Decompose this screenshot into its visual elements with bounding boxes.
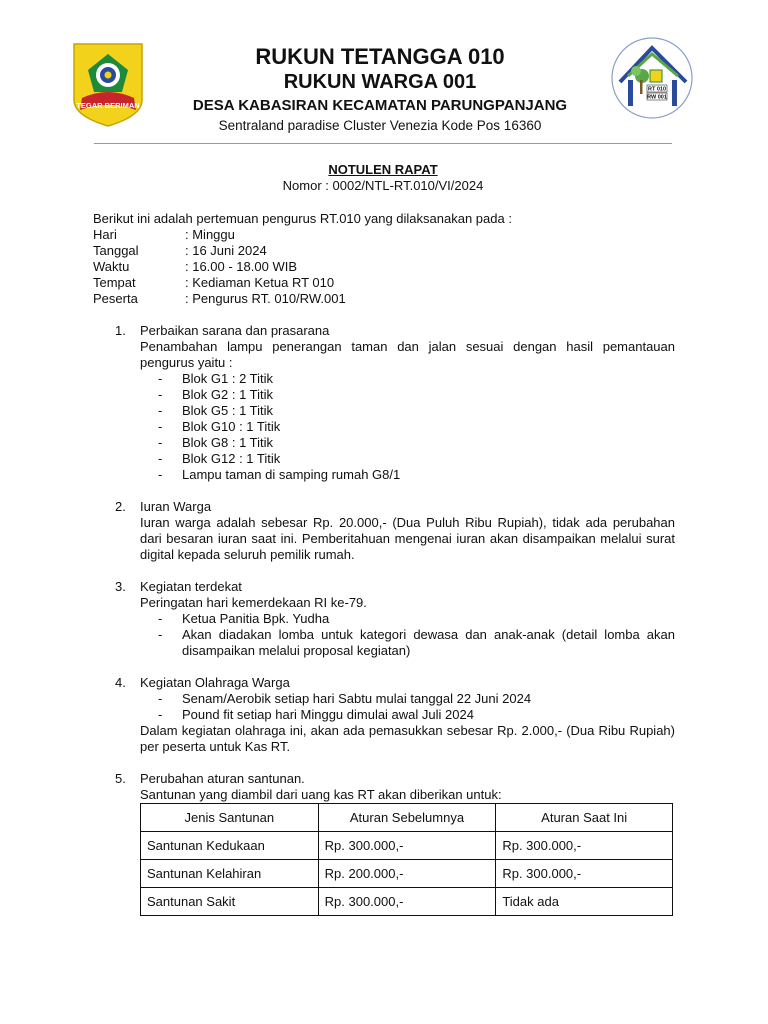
right-logo-rt: RT 010 bbox=[647, 86, 667, 93]
list-item: - Blok G5 : 1 Titik bbox=[158, 403, 274, 418]
letterhead-rw: RUKUN WARGA 001 bbox=[283, 71, 477, 93]
list-item: - Blok G8 : 1 Titik bbox=[158, 435, 274, 450]
table-header: Jenis Santunan bbox=[141, 804, 319, 832]
letterhead-rt: RUKUN TETANGGA 010 bbox=[255, 44, 505, 69]
left-logo-text: TEGAR BERIMAN bbox=[76, 101, 140, 110]
detail-key: Tanggal bbox=[93, 243, 139, 258]
meeting-detail-row bbox=[93, 275, 675, 291]
letterhead-address: Sentraland paradise Cluster Venezia Kode Pos 16360 bbox=[218, 118, 542, 133]
agenda-number: 5. bbox=[115, 771, 126, 786]
header-divider bbox=[94, 143, 672, 144]
agenda-paragraph: Dalam kegiatan olahraga ini, akan ada pemasukkan sebesar Rp. 2.000,- (Dua Ribu Rupiah) per peserta untuk Kas RT. bbox=[140, 723, 675, 754]
table-cell: Santunan Kelahiran bbox=[141, 860, 319, 888]
agenda-title: Iuran Warga bbox=[140, 499, 212, 514]
agenda-title: Perbaikan sarana dan prasarana bbox=[140, 323, 330, 338]
table-cell: Rp. 300.000,- bbox=[496, 860, 673, 888]
document-title: NOTULEN RAPAT bbox=[328, 162, 438, 177]
table-cell: Rp. 200.000,- bbox=[318, 860, 496, 888]
list-item: - Blok G12 : 1 Titik bbox=[158, 451, 281, 466]
list-item: - Blok G1 : 2 Titik bbox=[158, 371, 274, 386]
agenda-item-2 bbox=[93, 499, 675, 563]
agenda-number: 4. bbox=[115, 675, 126, 690]
detail-key: Hari bbox=[93, 227, 117, 242]
meeting-detail-row bbox=[93, 259, 675, 275]
meeting-detail-row bbox=[93, 243, 675, 259]
list-item: - Pound fit setiap hari Minggu dimulai awal Juli 2024 bbox=[158, 707, 474, 722]
agenda-title: Perubahan aturan santunan. bbox=[140, 771, 305, 786]
table-row bbox=[141, 860, 673, 888]
list-item: - Senam/Aerobik setiap hari Sabtu mulai tanggal 22 Juni 2024 bbox=[158, 691, 532, 706]
agenda-paragraph: Penambahan lampu penerangan taman dan jalan sesuai dengan hasil pemantauan pengurus yaitu : bbox=[140, 339, 675, 370]
letterhead-village: DESA KABASIRAN KECAMATAN PARUNGPANJANG bbox=[192, 97, 568, 114]
list-item: - Akan diadakan lomba untuk kategori dewasa dan anak-anak (detail lomba akan disampaikan melalui proposal kegiatan) bbox=[158, 627, 675, 658]
meeting-detail-row bbox=[93, 291, 675, 307]
table-cell: Santunan Sakit bbox=[141, 888, 319, 916]
agenda-paragraph: Peringatan hari kemerdekaan RI ke-79. bbox=[140, 595, 367, 610]
table-header: Aturan Saat Ini bbox=[496, 804, 673, 832]
rt-rw-logo bbox=[606, 36, 698, 120]
meeting-detail-row bbox=[93, 227, 675, 243]
table-cell: Rp. 300.000,- bbox=[318, 832, 496, 860]
detail-value: : Pengurus RT. 010/RW.001 bbox=[185, 291, 346, 306]
detail-value: : 16 Juni 2024 bbox=[185, 243, 267, 258]
agenda-paragraph: Santunan yang diambil dari uang kas RT akan diberikan untuk: bbox=[140, 787, 502, 802]
detail-key: Waktu bbox=[93, 259, 130, 274]
agenda-number: 1. bbox=[115, 323, 126, 338]
letterhead bbox=[150, 44, 610, 134]
detail-value: : Kediaman Ketua RT 010 bbox=[185, 275, 335, 290]
detail-key: Peserta bbox=[93, 291, 138, 306]
right-logo-rw: RW 001 bbox=[647, 94, 667, 101]
detail-key: Tempat bbox=[93, 275, 136, 290]
agenda-number: 2. bbox=[115, 499, 126, 514]
list-item: - Blok G2 : 1 Titik bbox=[158, 387, 274, 402]
detail-value: : 16.00 - 18.00 WIB bbox=[185, 259, 298, 274]
table-cell: Tidak ada bbox=[496, 888, 673, 916]
santunan-table bbox=[140, 803, 673, 916]
table-cell: Santunan Kedukaan bbox=[141, 832, 319, 860]
agenda-title: Kegiatan Olahraga Warga bbox=[140, 675, 290, 690]
table-cell: Rp. 300.000,- bbox=[318, 888, 496, 916]
list-item: - Blok G10 : 1 Titik bbox=[158, 419, 281, 434]
intro-block bbox=[93, 211, 675, 307]
document-number: Nomor : 0002/NTL-RT.010/VI/2024 bbox=[282, 178, 484, 193]
agenda-item-1 bbox=[93, 323, 675, 483]
agenda-number: 3. bbox=[115, 579, 126, 594]
list-item: - Ketua Panitia Bpk. Yudha bbox=[158, 611, 330, 626]
agenda-paragraph: Iuran warga adalah sebesar Rp. 20.000,- (Dua Puluh Ribu Rupiah), tidak ada perubahan dari besaran iuran saat ini. Pemberitahuan mengenai iuran akan disampaikan melalui surat digital kepada seluruh pemilik rumah. bbox=[140, 515, 675, 562]
agenda-title: Kegiatan terdekat bbox=[140, 579, 242, 594]
intro-text: Berikut ini adalah pertemuan pengurus RT.010 yang dilaksanakan pada : bbox=[93, 211, 512, 226]
detail-value: : Minggu bbox=[185, 227, 235, 242]
regency-emblem-logo bbox=[70, 42, 146, 128]
table-header: Aturan Sebelumnya bbox=[318, 804, 496, 832]
table-cell: Rp. 300.000,- bbox=[496, 832, 673, 860]
list-item: - Lampu taman di samping rumah G8/1 bbox=[158, 467, 401, 482]
table-row bbox=[141, 888, 673, 916]
agenda-item-5 bbox=[93, 771, 675, 916]
agenda-item-3 bbox=[93, 579, 675, 659]
agenda-item-4 bbox=[93, 675, 675, 755]
document-body bbox=[93, 211, 675, 916]
table-header-row bbox=[141, 804, 673, 832]
table-row bbox=[141, 832, 673, 860]
